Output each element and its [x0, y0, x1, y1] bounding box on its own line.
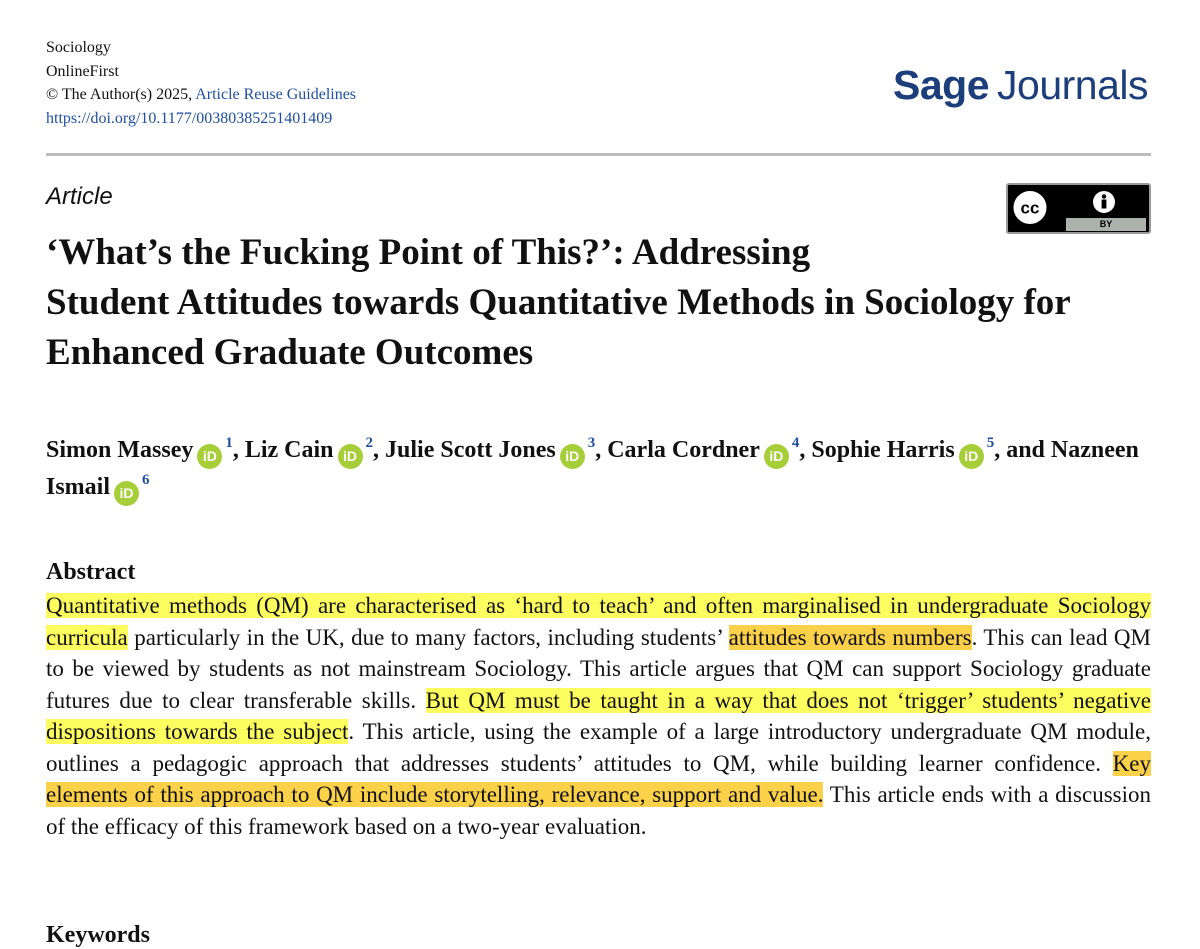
abstract-segment: This article ends with a discussion of the efficacy of this framework based on a two-year evaluation.	[46, 782, 1152, 839]
highlight-orange: attitudes towards numbers	[728, 624, 972, 650]
by-label: BY	[1099, 219, 1113, 229]
doi-link[interactable]: https://doi.org/10.1177/00380385251401409	[46, 109, 333, 127]
author-name[interactable]: Carla Cordner	[607, 437, 760, 463]
title-line: Student Attitudes towards Quantitative Methods in Sociology for	[46, 282, 1071, 323]
article-type-label: Article	[46, 183, 113, 210]
abstract-segment: particularly in the UK, due to many factors, including students’	[127, 624, 729, 650]
issue-label: OnlineFirst	[46, 62, 119, 80]
abstract-text	[46, 590, 1151, 842]
affiliation-number[interactable]: 3	[587, 435, 596, 451]
orcid-icon[interactable]: iD	[959, 444, 984, 469]
journal-metadata	[46, 36, 356, 130]
author-name[interactable]: Nazneen Ismail	[46, 437, 1139, 500]
affiliation-number[interactable]: 4	[791, 435, 800, 451]
keywords-heading: Keywords	[46, 922, 150, 948]
author-name[interactable]: Simon Massey	[46, 437, 194, 463]
title-line: Enhanced Graduate Outcomes	[46, 332, 534, 373]
author-name[interactable]: Liz Cain	[244, 437, 334, 463]
header-divider	[46, 153, 1151, 156]
brand-part-sage: Sage	[893, 62, 990, 108]
orcid-icon[interactable]: iD	[764, 444, 789, 469]
orcid-icon[interactable]: iD	[560, 444, 585, 469]
author-separator: , and	[994, 437, 1051, 463]
publisher-logo	[893, 62, 1148, 109]
article-title	[46, 228, 1156, 378]
orcid-icon[interactable]: iD	[338, 444, 363, 469]
journal-name: Sociology	[46, 39, 111, 56]
highlight-yellow: Quantitative methods (QM) are characterised as ‘hard to teach’ and often marginalised in undergraduate Sociology curricula	[46, 593, 1151, 650]
orcid-icon[interactable]: iD	[114, 481, 139, 506]
abstract-segment: . This article, using the example of a large introductory undergraduate QM module, outlines a pedagogic approach that addresses students’ attitudes to QM, while building learner confidence.	[46, 719, 1151, 776]
author-separator: ,	[595, 437, 608, 463]
affiliation-number[interactable]: 2	[365, 435, 374, 451]
highlight-yellow: But QM must be taught in a way that does not ‘trigger’ students’ negative dispositions towards the subject	[46, 687, 1151, 744]
copyright-text: © The Author(s) 2025,	[46, 86, 196, 103]
affiliation-number[interactable]: 5	[986, 435, 995, 451]
author-name[interactable]: Julie Scott Jones	[385, 437, 556, 463]
cc-by-license-badge[interactable]	[1006, 183, 1151, 234]
svg-text:cc: cc	[1020, 198, 1040, 218]
abstract-heading: Abstract	[46, 559, 136, 585]
copyright-line	[46, 83, 356, 107]
author-list	[46, 432, 1156, 506]
orcid-icon[interactable]: iD	[197, 444, 222, 469]
brand-part-journals: Journals	[997, 62, 1148, 108]
abstract-segment: . This can lead QM to be viewed by students as not mainstream Sociology. This article argues that QM can support Sociology graduate futures due to clear transferable skills.	[46, 624, 1151, 713]
author-separator: ,	[232, 437, 245, 463]
affiliation-number[interactable]: 1	[225, 435, 233, 451]
author-separator: ,	[373, 437, 386, 463]
article-reuse-link[interactable]: Article Reuse Guidelines	[195, 86, 357, 103]
author-name[interactable]: Sophie Harris	[811, 437, 955, 463]
author-separator: ,	[799, 437, 812, 463]
title-line: ‘What’s the Fucking Point of This?’: Addressing	[46, 232, 811, 273]
affiliation-number[interactable]: 6	[142, 472, 150, 488]
highlight-orange: Key elements of this approach to QM include storytelling, relevance, support and value.	[46, 750, 1151, 807]
